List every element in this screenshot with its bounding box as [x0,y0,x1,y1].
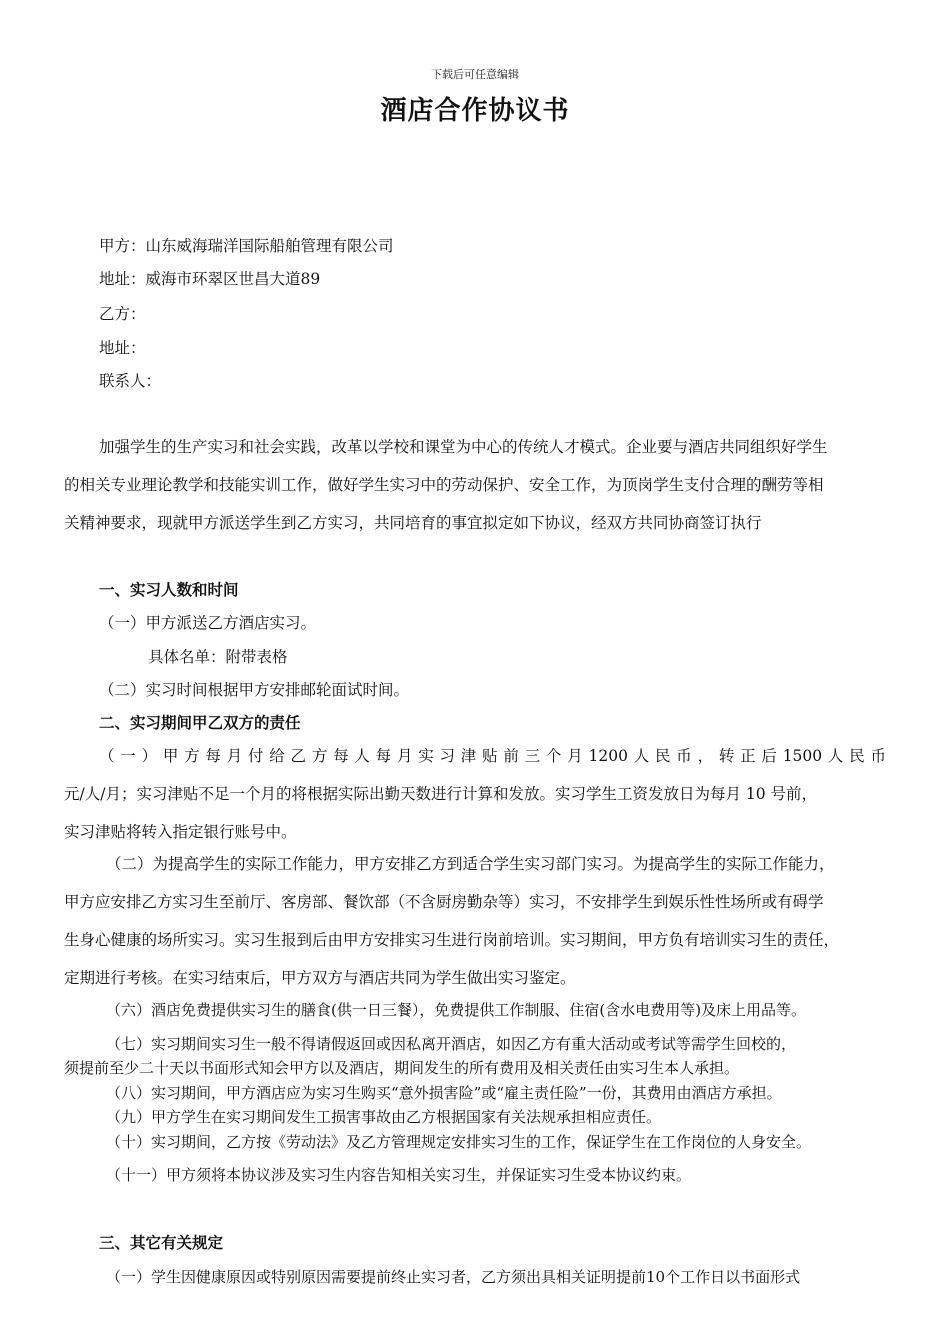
paragraph-line: 生身心健康的场所实习。实习生报到后由甲方安排实习生进行岗前培训。实习期间，甲方负有培训实习生的责任， [64,931,840,949]
section-1-item-2: （二）实习时间根据甲方安排邮轮面试时间。 [99,681,410,699]
paragraph-line: （一）甲方每月付给乙方每人每月实习津贴前三个月1200人民币，转正后1500人民币 [99,747,886,765]
section-2-item-9: （九）甲方学生在实习期间发生工损害事故由乙方根据国家有关法规承担相应责任。 [106,1108,662,1126]
party-b-line: 乙方： [99,305,146,323]
address-a-line: 地址：威海市环翠区世昌大道89 [99,270,321,288]
paragraph-line: （七）实习期间实习生一般不得请假返回或因私离开酒店，如因乙方有重大活动或考试等需学生回校的， [106,1035,797,1053]
paragraph-line: 须提前至少二十天以书面形式知会甲方以及酒店，期间发生的所有费用及相关责任由实习生本人承担。 [64,1059,740,1077]
section-3-heading: 三、其它有关规定 [99,1233,224,1252]
section-2-item-6: （六）酒店免费提供实习生的膳食(供一日三餐），免费提供工作制服、住宿(含水电费用等)及床上用品等。 [106,1001,807,1019]
paragraph-line: 定期进行考核。在实习结束后，甲方双方与酒店共同为学生做出实习鉴定。 [64,969,576,987]
address-b-line: 地址： [99,339,146,357]
paragraph-line: （二）为提高学生的实际工作能力，甲方安排乙方到适合学生实习部门实习。为提高学生的实际工作能力， [106,855,835,873]
section-3-item-1: （一）学生因健康原因或特别原因需要提前终止实习者，乙方须出具相关证明提前10个工作日以书面形式 [106,1268,801,1286]
document-title: 酒店合作协议书 [380,96,570,126]
intro-line: 关精神要求，现就甲方派送学生到乙方实习，共同培育的事宜拟定如下协议，经双方共同协商签订执行 [64,514,762,532]
header-note: 下载后可任意编辑 [431,68,519,81]
paragraph-line: 元/人/月；实习津贴不足一个月的将根据实际出勤天数进行计算和发放。实习学生工资发放日为每月 10 号前， [64,785,818,803]
section-2-item-11: （十一）甲方须将本协议涉及实习生内容告知相关实习生，并保证实习生受本协议约束。 [106,1166,692,1184]
paragraph-line: 甲方应安排乙方实习生至前厅、客房部、餐饮部（不含厨房勤杂等）实习，不安排学生到娱乐性性场所或有碍学 [64,893,824,911]
section-2-heading: 二、实习期间甲乙双方的责任 [99,713,301,732]
section-2-item-10: （十）实习期间，乙方按《劳动法》及乙方管理规定安排实习生的工作，保证学生在工作岗位的人身安全。 [106,1133,812,1151]
paragraph-line: 实习津贴将转入指定银行账号中。 [64,823,297,841]
section-1-item-1: （一）甲方派送乙方酒店实习。 [99,614,317,632]
section-2-item-8: （八）实习期间，甲方酒店应为实习生购买“意外损害险”或“雇主责任险”一份，其费用由酒店方承担。 [106,1084,782,1102]
intro-line: 的相关专业理论教学和技能实训工作，做好学生实习中的劳动保护、安全工作，为顶岗学生支付合理的酬劳等相 [64,476,824,494]
intro-line: 加强学生的生产实习和社会实践，改革以学校和课堂为中心的传统人才模式。企业要与酒店共同组织好学生 [99,438,828,456]
section-1-heading: 一、实习人数和时间 [99,580,239,599]
contact-line: 联系人： [99,372,162,390]
section-1-item-1-sub: 具体名单：附带表格 [148,648,288,666]
party-a-line: 甲方：山东威海瑞洋国际船舶管理有限公司 [99,237,394,255]
